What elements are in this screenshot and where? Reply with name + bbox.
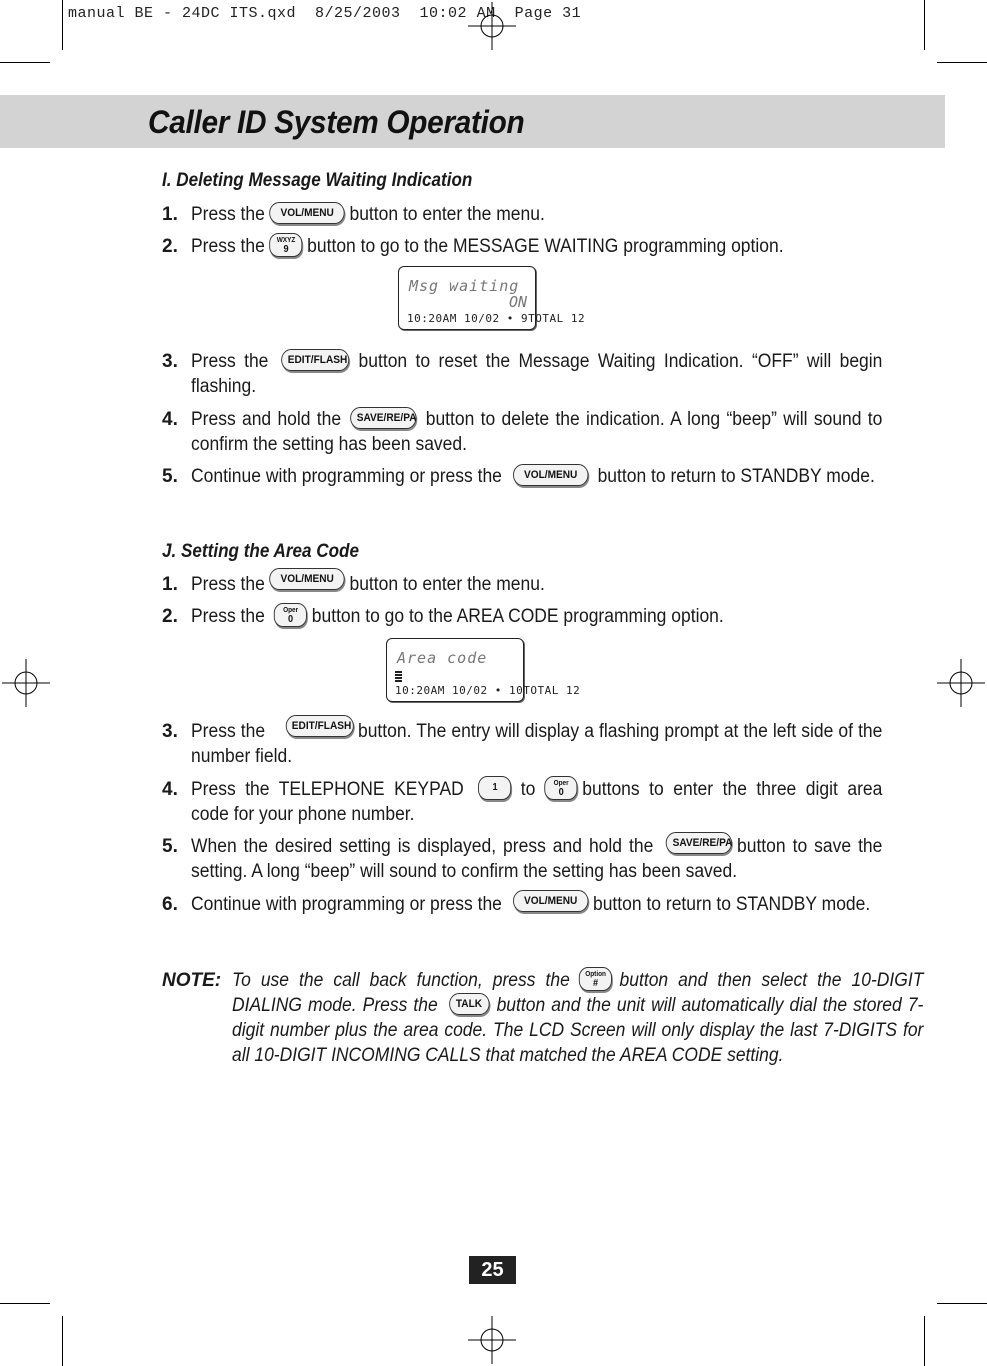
lcd-line-2: 10:20AM 10/02 • 9TOTAL 12 — [407, 312, 586, 325]
step-item: 3. Press the EDIT/FLASH button. The entry will display a flashing prompt at the left side of the number field. — [162, 719, 854, 769]
registration-mark-icon — [937, 659, 985, 707]
step-number: 1. — [162, 574, 178, 595]
key-0-button: Oper 0 — [545, 776, 578, 800]
step-number: 3. — [162, 351, 178, 372]
page-title: Caller ID System Operation — [148, 104, 525, 140]
talk-button: TALK — [449, 993, 489, 1015]
registration-mark-icon — [468, 2, 516, 50]
step-item: 1. Press the VOL/MENU button to enter the menu. — [162, 572, 854, 597]
registration-mark-icon — [468, 1316, 516, 1364]
vol-menu-button: VOL/MENU — [269, 568, 344, 590]
step-item: 3. Press the EDIT/FLASH button to reset the Message Waiting Indication. “OFF” will begin flashing. — [162, 349, 854, 399]
lcd-line-2: 10:20AM 10/02 • 10TOTAL 12 — [395, 684, 581, 697]
step-number: 5. — [162, 836, 178, 857]
note-block: NOTE: To use the call back function, press the Option # button and then select the 10-DIGIT DIALING mode. Press the TALK button and the unit will automatically dial the stored 7-digit number plus the area code. The LCD Screen will only display the last 7-DIGITS for all 10-DIGIT INCOMING CALLS that matched the AREA CODE setting. — [162, 968, 854, 1068]
step-number: 6. — [162, 894, 178, 915]
key-1-button: 1 — [478, 776, 511, 800]
save-re-pa-button: SAVE/RE/PA — [666, 832, 732, 854]
step-number: 3. — [162, 721, 178, 742]
lcd-line-1: Area code — [397, 649, 488, 667]
lcd-status: ON — [508, 293, 527, 311]
lcd-screen — [398, 266, 586, 330]
note-label: NOTE: — [162, 970, 222, 991]
vol-menu-button: VOL/MENU — [513, 890, 588, 912]
step-number: 5. — [162, 466, 178, 487]
crop-mark — [937, 62, 987, 63]
key-pound-button: Option # — [579, 967, 612, 991]
step-item: 4. Press and hold the SAVE/RE/PA button to delete the indication. A long “beep” will sound to confirm the setting has been saved. — [162, 407, 854, 457]
print-slug: manual BE - 24DC ITS.qxd 8/25/2003 10:02 AM Page 31 — [68, 5, 582, 22]
vol-menu-button: VOL/MENU — [269, 202, 344, 224]
page-number: 25 — [469, 1256, 516, 1284]
step-item: 5. Continue with programming or press the VOL/MENU button to return to STANDBY mode. — [162, 464, 854, 489]
vol-menu-button: VOL/MENU — [513, 464, 588, 486]
edit-flash-button: EDIT/FLASH — [285, 715, 353, 737]
step-number: 2. — [162, 236, 178, 257]
step-number: 2. — [162, 606, 178, 627]
crop-mark — [62, 1316, 63, 1366]
lcd-line-1: Msg waiting — [409, 277, 520, 295]
edit-flash-button: EDIT/FLASH — [281, 349, 349, 371]
step-number: 4. — [162, 779, 178, 800]
crop-mark — [924, 0, 925, 50]
key-9-button: WXYZ 9 — [269, 233, 302, 257]
step-item: 2. Press the Oper 0 button to go to the AREA CODE programming option. — [162, 604, 854, 629]
crop-mark — [0, 62, 50, 63]
step-item: 4. Press the TELEPHONE KEYPAD 1 to Oper 0 buttons to enter the three digit area code for your phone number. — [162, 777, 854, 827]
section-title: J. Setting the Area Code — [162, 541, 360, 562]
section-title: I. Deleting Message Waiting Indication — [162, 170, 473, 191]
flashing-cursor — [395, 671, 402, 682]
crop-mark — [937, 1303, 987, 1304]
step-item: 5. When the desired setting is displayed, press and hold the SAVE/RE/PA button to save the setting. A long “beep” will sound to confirm the setting has been saved. — [162, 834, 854, 884]
step-item: 2. Press the WXYZ 9 button to go to the MESSAGE WAITING programming option. — [162, 234, 854, 259]
crop-mark — [62, 0, 63, 50]
crop-mark — [0, 1303, 50, 1304]
lcd-screen — [386, 638, 581, 702]
step-number: 1. — [162, 204, 178, 225]
registration-mark-icon — [2, 659, 50, 707]
key-0-button: Oper 0 — [274, 603, 307, 627]
step-item: 1. Press the VOL/MENU button to enter the menu. — [162, 202, 854, 227]
step-number: 4. — [162, 409, 178, 430]
crop-mark — [924, 1316, 925, 1366]
step-item: 6. Continue with programming or press the VOL/MENU button to return to STANDBY mode. — [162, 892, 854, 917]
save-re-pa-button: SAVE/RE/PA — [350, 407, 416, 429]
